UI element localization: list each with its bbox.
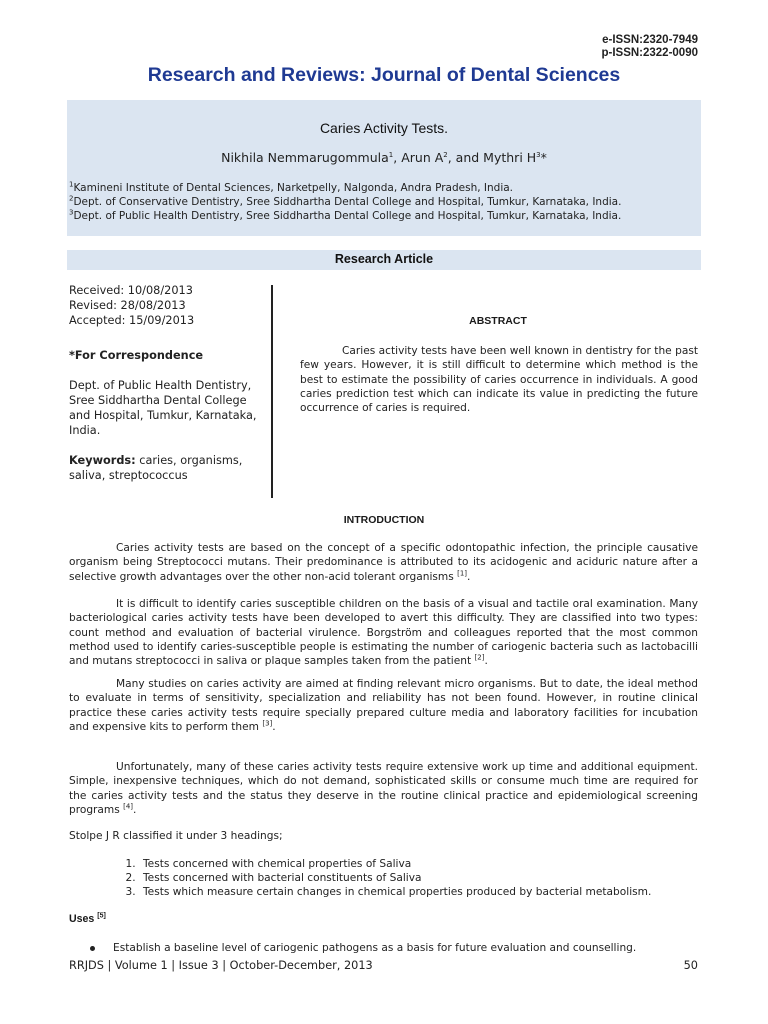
accepted-date: Accepted: 15/09/2013 — [69, 314, 195, 327]
stolpe-line: Stolpe J R classified it under 3 headings; — [69, 830, 283, 842]
affiliation-sup: 2 — [69, 194, 74, 203]
author-sep: * — [540, 150, 547, 165]
list-item: 2. Tests concerned with bacterial constituents of Saliva — [139, 871, 651, 885]
author-sep: , and — [447, 150, 484, 165]
body-paragraph — [69, 677, 698, 734]
paragraph-text: Caries activity tests are based on the concept of a specific odontopathic infection, the principle causative organism being Streptococci mutans. Their predominance is attributed to its acidogenic and aciduric nature after a selective growth advantages over the other non-acid tolerant organisms — [69, 542, 698, 583]
keywords-text: caries, organisms, saliva, streptococcus — [69, 454, 243, 482]
keywords — [69, 453, 264, 483]
body-paragraph — [69, 541, 698, 584]
e-issn: e-ISSN:2320-7949 — [602, 34, 698, 46]
uses-bullet-item — [90, 942, 636, 954]
affiliation-text: Dept. of Public Health Dentistry, Sree Siddhartha Dental College and Hospital, Tumkur, Karnataka, India. — [73, 210, 622, 222]
affiliation-text: Kamineni Institute of Dental Sciences, Narketpelly, Nalgonda, Andra Pradesh, India. — [73, 182, 514, 194]
paragraph-end: . — [467, 570, 471, 583]
paragraph-end: . — [272, 720, 276, 733]
author-name: Nikhila Nemmarugommula — [221, 150, 389, 165]
keywords-label: Keywords: — [69, 454, 136, 467]
citation-ref: [1] — [457, 569, 468, 578]
revised-date: Revised: 28/08/2013 — [69, 299, 186, 312]
article-title: Caries Activity Tests. — [319, 120, 449, 136]
received-date: Received: 10/08/2013 — [69, 284, 193, 297]
paragraph-end: . — [484, 655, 488, 668]
page-footer — [69, 959, 698, 972]
body-paragraph — [69, 597, 698, 668]
body-paragraph — [69, 760, 698, 817]
citation-ref: [5] — [97, 912, 106, 920]
paragraph-end: . — [133, 803, 137, 816]
abstract-heading: ABSTRACT — [469, 315, 527, 327]
author-sup: 3 — [536, 150, 541, 159]
bullet-icon — [90, 946, 95, 951]
title-box — [67, 100, 701, 236]
introduction-heading: INTRODUCTION — [343, 514, 425, 526]
article-type-bar: Research Article — [67, 250, 701, 270]
correspondence-address: Dept. of Public Health Dentistry, Sree Siddhartha Dental College and Hospital, Tumkur, Karnataka, India. — [69, 379, 257, 437]
affiliation-sup: 1 — [69, 180, 74, 189]
author-sep: , — [393, 150, 402, 165]
author-name: Mythri H — [483, 150, 537, 165]
paragraph-text: Unfortunately, many of these caries activity tests require extensive work up time and additional equipment. Simple, inexpensive techniques, which do not demand, sophisticated skills or consume much time are required for the caries activity tests and the status they deserve in the routine clinical practice and epidemiological screening programs — [69, 761, 698, 816]
list-item: 3. Tests which measure certain changes in chemical properties produced by bacterial metabolism. — [139, 885, 651, 899]
bullet-text: Establish a baseline level of cariogenic pathogens as a basis for future evaluation and counselling. — [113, 942, 637, 954]
affiliation — [69, 181, 621, 195]
list-item: 1. Tests concerned with chemical properties of Saliva — [139, 857, 651, 871]
affiliation-text: Dept. of Conservative Dentistry, Sree Siddhartha Dental College and Hospital, Tumkur, Karnataka, India. — [73, 196, 622, 208]
issn-block — [601, 34, 698, 60]
affiliation — [69, 209, 621, 223]
uses-label: Uses — [69, 913, 95, 925]
p-issn: p-ISSN:2322-0090 — [601, 47, 698, 59]
author-name: Arun A — [401, 150, 444, 165]
footer-citation: RRJDS | Volume 1 | Issue 3 | October-December, 2013 — [69, 959, 373, 972]
author-sup: 1 — [388, 150, 394, 159]
citation-ref: [3] — [262, 719, 273, 728]
paragraph-text: It is difficult to identify caries susceptible children on the basis of a visual and tactile oral examination. Many bacteriological caries activity tests have been developed to avert this difficulty. They are classified into two types: count method and evaluation of bacterial virulence. Borgström and colleagues reported that the most common method used to identify caries-susceptible people is estimating the number of cariogenic bacteria such as lactobacilli and mutans streptococci in saliva or plaque samples taken from the patient — [69, 598, 698, 668]
paragraph-text: Many studies on caries activity are aimed at finding relevant micro organisms. But to date, the ideal method to evaluate in terms of sensitivity, specialization and reliability has not been found. However, in routine clinical practice these caries activity tests require specially prepared culture media and laboratory facilities for incubation and expensive kits to perform them — [69, 678, 698, 733]
abstract-text: Caries activity tests have been well known in dentistry for the past few years. However, it is still difficult to determine which method is the best to estimate the possibility of caries occurrence in individuals. A good caries prediction test which can indicate its value in predicting the future occurrence of caries is required. — [300, 345, 698, 415]
affiliation — [69, 195, 621, 209]
author-sup: 2 — [443, 150, 448, 159]
article-info-column — [69, 283, 264, 483]
citation-ref: [2] — [474, 653, 485, 662]
journal-title: Research and Reviews: Journal of Dental Sciences — [147, 64, 621, 86]
column-divider — [271, 285, 273, 498]
correspondence-label: *For Correspondence — [69, 349, 204, 362]
uses-heading — [69, 913, 106, 925]
author-list — [67, 150, 701, 165]
affiliation-sup: 3 — [69, 208, 74, 217]
citation-ref: [4] — [123, 802, 134, 811]
headings-list — [69, 857, 651, 899]
page-number: 50 — [683, 959, 698, 972]
affiliations — [69, 181, 621, 223]
